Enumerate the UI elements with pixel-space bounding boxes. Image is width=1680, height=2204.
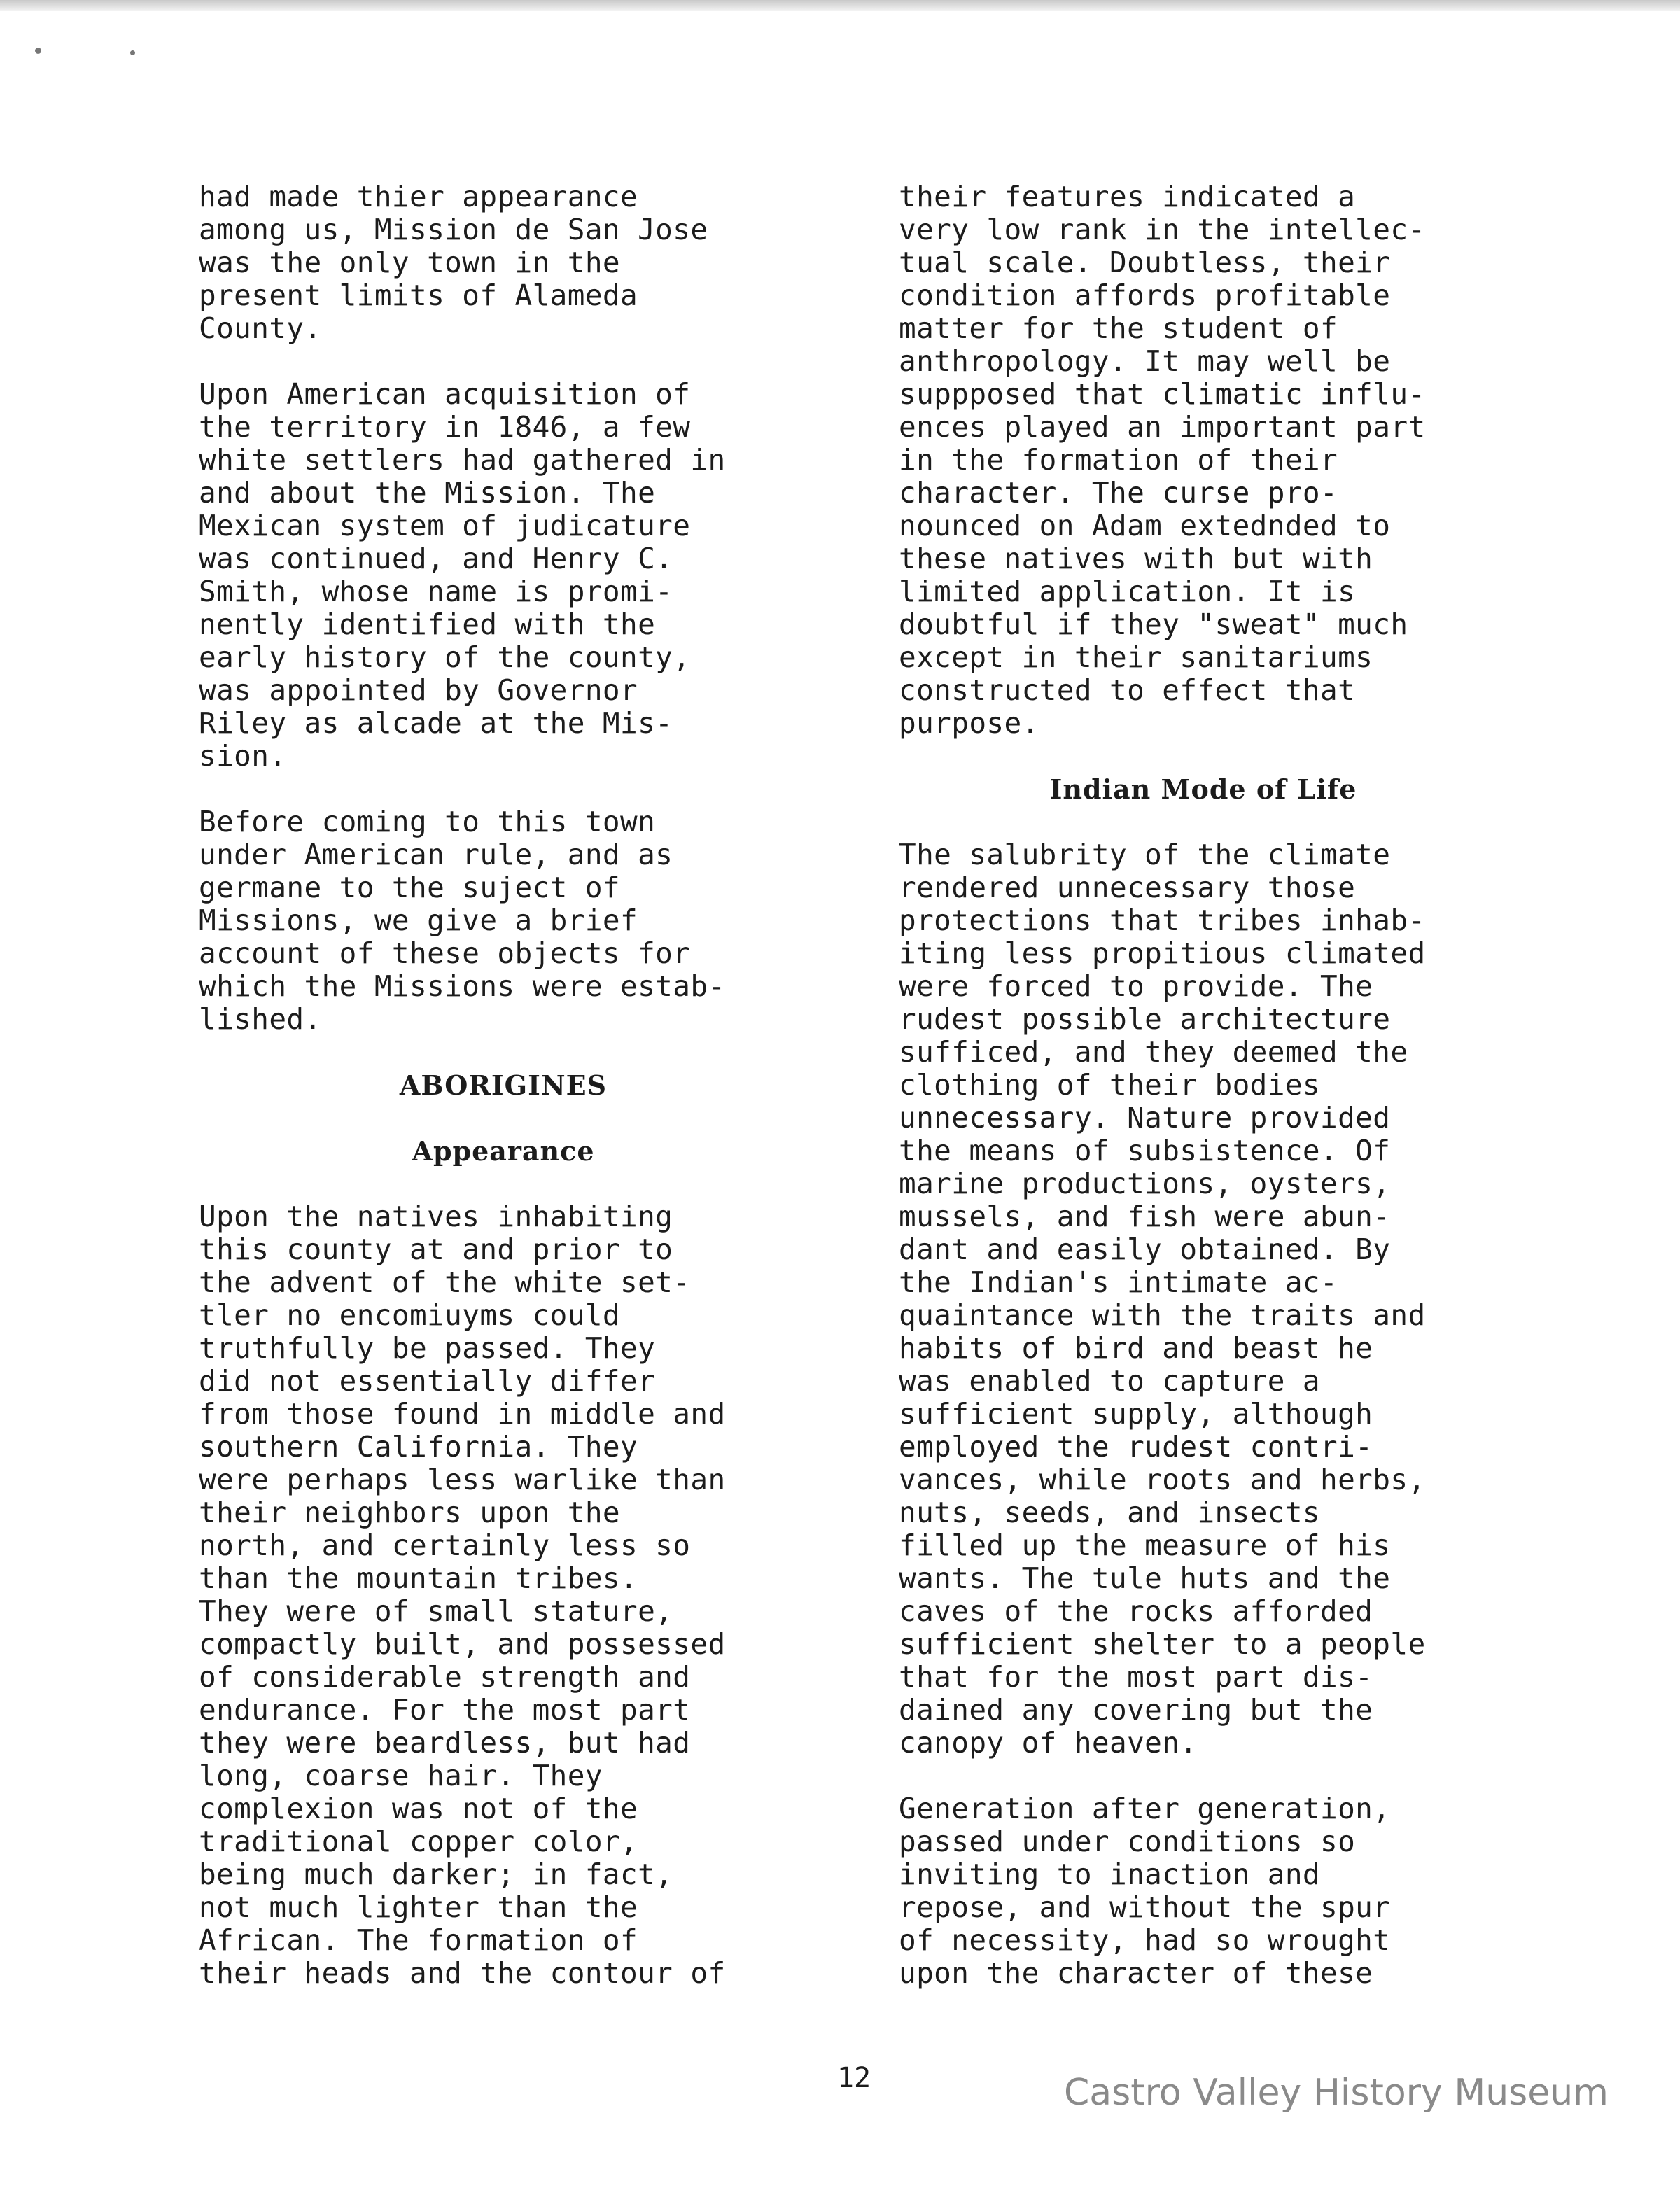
- paragraph: Upon the natives inhabiting this county at and prior to the advent of the white set- tler no encomiuyms could truthfully be passed. They did not essentially differ from those found in middle and southern California. They were perhaps less warlike than their neighbors upon the north, and certainly less so than the mountain tribes. They were of small stature, compactly built, and possessed of considerable strength and endurance. For the most part they were beardless, but had long, coarse hair. They complexion was not of the traditional copper color, being much darker; in fact, not much lighter than the African. The formation of their heads and the contour of: [199, 1200, 726, 1990]
- paragraph: Upon American acquisition of the territory in 1846, a few white settlers had gathered in and about the Mission. The Mexican system of judicature was continued, and Henry C. Smith, whose name is promi- nently identified with the early history of the county, was appointed by Governor Riley as alcade at the Mis- sion.: [199, 377, 726, 773]
- left-column: [199, 181, 808, 2023]
- subsection-heading: Indian Mode of Life: [1049, 773, 1357, 805]
- page-number: 12: [836, 2062, 872, 2094]
- paragraph: Before coming to this town under American rule, and as germane to the suject of Missions, we give a brief account of these objects for which the Missions were estab- lished.: [199, 805, 726, 1036]
- subsection-heading: Appearance: [412, 1135, 595, 1167]
- scan-edge: [0, 0, 1680, 11]
- watermark: Castro Valley History Museum: [1064, 2072, 1609, 2114]
- section-heading: ABORIGINES: [399, 1069, 608, 1101]
- paragraph: their features indicated a very low rank in the intellec- tual scale. Doubtless, their condition affords profitable matter for the student of anthropology. It may well be suppposed that climatic influ- ences played an important part in the formation of their character. The curse pro- nounced on Adam extednded to these natives with but with limited application. It is doubtful if they "sweat" much except in their sanitariums constructed to effect that purpose.: [899, 180, 1426, 740]
- dust-speck: [130, 50, 135, 55]
- paragraph: Generation after generation, passed under conditions so inviting to inaction and repose, and without the spur of necessity, had so wrought upon the character of these: [899, 1792, 1391, 1990]
- right-column: [899, 181, 1508, 2023]
- paragraph: The salubrity of the climate rendered unnecessary those protections that tribes inhab- iting less propitious climated were forced to provide. The rudest possible architecture sufficed, and they deemed the clothing of their bodies unnecessary. Nature provided the means of subsistence. Of marine productions, oysters, mussels, and fish were abun- dant and easily obtained. By the Indian's intimate ac- quaintance with the traits and habits of bird and beast he was enabled to capture a sufficient supply, although employed the rudest contri- vances, while roots and herbs, nuts, seeds, and insects filled up the measure of his wants. The tule huts and the caves of the rocks afforded sufficient shelter to a people that for the most part dis- dained any covering but the canopy of heaven.: [899, 838, 1426, 1760]
- dust-speck: [35, 48, 41, 54]
- paragraph: had made thier appearance among us, Mission de San Jose was the only town in the present limits of Alameda County.: [199, 180, 708, 345]
